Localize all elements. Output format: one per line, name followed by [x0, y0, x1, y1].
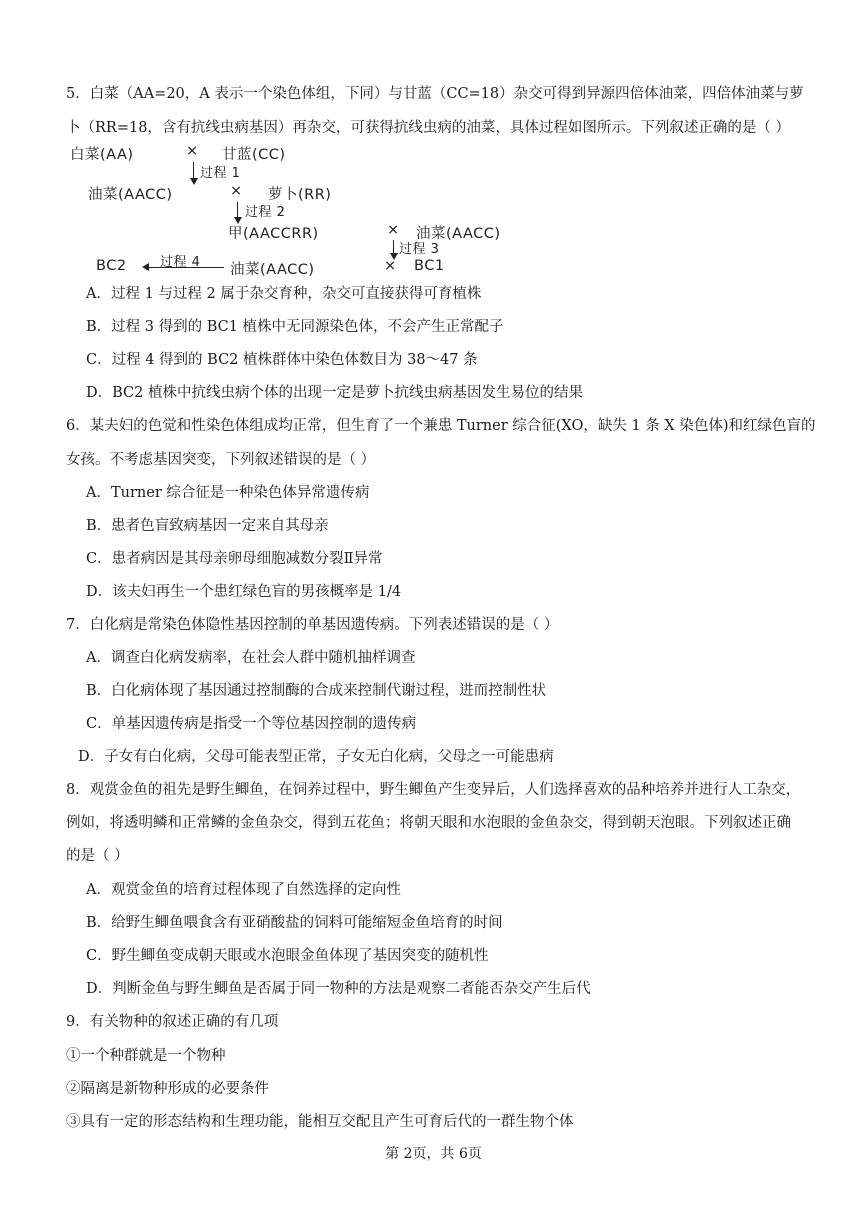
- q8-option-c[interactable]: C．野生鲫鱼变成朝天眼或水泡眼金鱼体现了基因突变的随机性: [86, 948, 489, 964]
- diagram-cross-4: ×: [384, 258, 397, 274]
- q9-item-1: ①一个种群就是一个物种: [66, 1048, 226, 1064]
- arrow-step-1-shaft: [193, 162, 194, 179]
- arrow-step-3-shaft: [393, 240, 394, 254]
- diagram-cross-1: ×: [186, 143, 199, 159]
- q9-stem-line-1: 9．有关物种的叙述正确的有几项: [66, 1014, 279, 1030]
- q8-stem-line-3: 的是（ ）: [66, 848, 129, 864]
- q8-option-b[interactable]: B．给野生鲫鱼喂食含有亚硝酸盐的饲料可能缩短金鱼培育的时间: [86, 915, 503, 931]
- page-footer: 第 2页，共 6页: [385, 1146, 482, 1162]
- q6-option-c[interactable]: C．患者病因是其母亲卵母细胞减数分裂Ⅱ异常: [86, 551, 383, 567]
- diagram-jia-aaccrr: 甲(AACCRR): [228, 226, 319, 242]
- arrow-step-1-head: [190, 178, 198, 185]
- q6-stem-line-2: 女孩。不考虑基因突变，下列叙述错误的是（ ）: [66, 452, 376, 468]
- diagram-bc2: BC2: [96, 258, 127, 274]
- q5-option-a[interactable]: A．过程 1 与过程 2 属于杂交育种，杂交可直接获得可育植株: [86, 286, 482, 302]
- diagram-step-1-label: 过程 1: [200, 166, 241, 181]
- q8-stem-line-1: 8．观赏金鱼的祖先是野生鲫鱼，在饲养过程中，野生鲫鱼产生变异后，人们选择喜欢的品种培养并进行人工杂交，: [66, 782, 801, 798]
- diagram-ganlan-cc: 甘蓝(CC): [222, 147, 286, 163]
- diagram-bc1: BC1: [414, 258, 445, 274]
- diagram-step-4-label: 过程 4: [160, 255, 201, 270]
- q7-option-a[interactable]: A．调查白化病发病率，在社会人群中随机抽样调查: [86, 650, 416, 666]
- diagram-youcai-aacc-1: 油菜(AACC): [88, 187, 173, 203]
- q5-option-c[interactable]: C．过程 4 得到的 BC2 植株群体中染色体数目为 38～47 条: [86, 352, 478, 368]
- q6-option-b[interactable]: B．患者色盲致病基因一定来自其母亲: [86, 518, 329, 534]
- q6-option-d[interactable]: D．该夫妇再生一个患红绿色盲的男孩概率是 1/4: [86, 584, 402, 600]
- diagram-cross-3: ×: [387, 222, 400, 238]
- q7-option-c[interactable]: C．单基因遗传病是指受一个等位基因控制的遗传病: [86, 716, 417, 732]
- q8-option-d[interactable]: D．判断金鱼与野生鲫鱼是否属于同一物种的方法是观察二者能否杂交产生后代: [86, 981, 591, 997]
- diagram-youcai-aacc-2: 油菜(AACC): [416, 226, 501, 242]
- q7-stem-line-1: 7．白化病是常染色体隐性基因控制的单基因遗传病。下列表述错误的是（ ）: [66, 617, 559, 633]
- q5-stem-line-1: 5．白菜（AA=20，A 表示一个染色体组，下同）与甘蓝（CC=18）杂交可得到异源四倍体油菜，四倍体油菜与萝: [66, 86, 804, 102]
- q5-option-b[interactable]: B．过程 3 得到的 BC1 植株中无同源染色体，不会产生正常配子: [86, 319, 504, 335]
- arrow-step-2-shaft: [237, 202, 238, 218]
- q8-stem-line-2: 例如，将透明鳞和正常鳞的金鱼杂交，得到五花鱼；将朝天眼和水泡眼的金鱼杂交，得到朝天泡眼。下列叙述正确: [66, 815, 791, 831]
- q7-option-b[interactable]: B．白化病体现了基因通过控制酶的合成来控制代谢过程，进而控制性状: [86, 683, 547, 699]
- q5-stem-line-2: 卜（RR=18，含有抗线虫病基因）再杂交，可获得抗线虫病的油菜，具体过程如图所示。下列叙述正确的是（ ）: [66, 120, 791, 136]
- diagram-baicai-aa: 白菜(AA): [70, 147, 134, 163]
- diagram-luobo-rr: 萝卜(RR): [268, 187, 332, 203]
- q6-option-a[interactable]: A．Turner 综合征是一种染色体异常遗传病: [86, 485, 370, 501]
- q8-option-a[interactable]: A．观赏金鱼的培育过程体现了自然选择的定向性: [86, 882, 401, 898]
- diagram-step-3-label: 过程 3: [399, 242, 440, 257]
- q9-item-2: ②隔离是新物种形成的必要条件: [66, 1081, 269, 1097]
- diagram-step-2-label: 过程 2: [245, 205, 286, 220]
- q9-item-3: ③具有一定的形态结构和生理功能，能相互交配且产生可育后代的一群生物个体: [66, 1114, 574, 1130]
- diagram-cross-2: ×: [230, 183, 243, 199]
- q5-option-d[interactable]: D．BC2 植株中抗线虫病个体的出现一定是萝卜抗线虫病基因发生易位的结果: [86, 385, 583, 401]
- q7-option-d[interactable]: D．子女有白化病，父母可能表型正常，子女无白化病，父母之一可能患病: [78, 749, 554, 765]
- q6-stem-line-1: 6．某夫妇的色觉和性染色体组成均正常，但生育了一个兼患 Turner 综合征(XO，缺失 1 条 X 染色体)和红绿色盲的: [66, 418, 816, 434]
- diagram-youcai-aacc-3: 油菜(AACC): [230, 262, 315, 278]
